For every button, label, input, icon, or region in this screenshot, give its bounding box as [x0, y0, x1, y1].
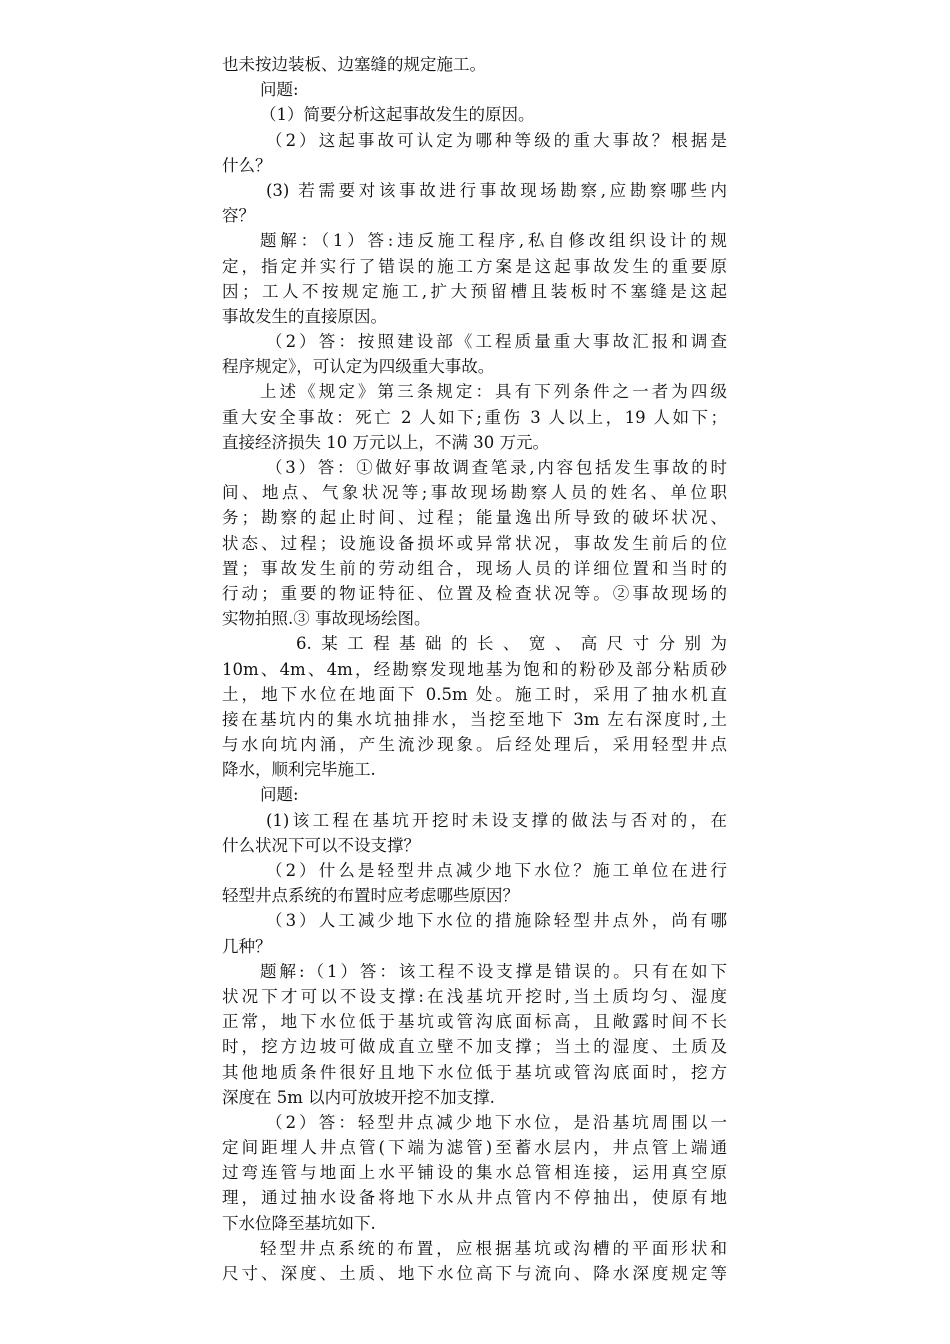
text-line: 务；勘察的起止时间、过程；能量逸出所导致的破坏状况、 [222, 508, 727, 528]
text-line: 间、地点、气象状况等;事故现场勘察人员的姓名、单位职 [222, 483, 727, 503]
text-line: 实物拍照.③ 事故现场绘图。 [222, 609, 431, 629]
text-line: 容？ [222, 206, 255, 226]
text-line: （2）答：按照建设部《工程质量重大事故汇报和调查 [266, 332, 727, 352]
document-page [222, 52, 727, 1286]
text-line: 问题: [260, 80, 299, 100]
text-line: 下水位降至基坑如下. [222, 1213, 376, 1233]
text-line: 事故发生的直接原因。 [222, 306, 387, 326]
text-line: 状态、过程；设施设备损坏或异常状况，事故发生前后的位 [222, 533, 727, 553]
text-line: 题解：（1）答:违反施工程序,私自修改组织设计的规 [260, 231, 727, 251]
text-line: (1)该工程在基坑开挖时未设支撑的做法与否对的，在 [266, 810, 727, 830]
text-line: 深度在 5m 以内可放坡开挖不加支撑. [222, 1087, 495, 1107]
text-line: （2）答：轻型井点减少地下水位，是沿基坑周围以一 [266, 1112, 727, 1132]
text-line: 什么状况下可以不设支撑？ [222, 835, 420, 855]
text-line: 与水向坑内涌，产生流沙现象。后经处理后，采用轻型井点 [222, 735, 727, 755]
text-line: 10m、4m、4m，经勘察发现地基为饱和的粉砂及部分粘质砂 [222, 659, 727, 679]
text-line: 降水，顺利完毕施工. [222, 760, 376, 780]
text-line: 因；工人不按规定施工,扩大预留槽且装板时不塞缝是这起 [222, 281, 727, 301]
text-line: 过弯连管与地面上水平铺设的集水总管相连接，运用真空原 [222, 1163, 727, 1183]
text-line: 也未按边装板、边塞缝的规定施工。 [222, 55, 486, 74]
text-line: 正常，地下水位低于基坑或管沟底面标高，且敞露时间不长 [222, 1012, 727, 1032]
text-line: 理，通过抽水设备将地下水从井点管内不停抽出，使原有地 [222, 1188, 727, 1208]
text-line: 问题: [260, 785, 299, 805]
text-line: 置；事故发生前的劳动组合，现场人员的详细位置和当时的 [222, 558, 727, 578]
text-line: 直接经济损失 10 万元以上，不满 30 万元。 [222, 432, 549, 452]
text-line: 接在基坑内的集水坑抽排水，当挖至地下 3m 左右深度时,土 [222, 709, 727, 729]
text-line: 状况下才可以不设支撑:在浅基坑开挖时,当土质均匀、湿度 [222, 986, 727, 1006]
text-line: 程序规定》，可认定为四级重大事故。 [222, 357, 495, 377]
text-line: (3) 若需要对该事故进行事故现场勘察,应勘察哪些内 [266, 180, 727, 200]
text-line: 轻型井点系统的布置时应考虑哪些原因？ [222, 886, 519, 906]
text-line: 土，地下水位在地面下 0.5m 处。施工时，采用了抽水机直 [222, 684, 727, 704]
text-line: 轻型井点系统的布置，应根据基坑或沟槽的平面形状和 [260, 1238, 727, 1258]
text-line: 其他地质条件很好且地下水位低于基坑或管沟底面时，挖方 [222, 1062, 727, 1082]
text-line: 上述《规定》第三条规定：具有下列条件之一者为四级 [260, 382, 727, 402]
text-line: 尺寸、深度、土质、地下水位高下与流向、降水深度规定等 [222, 1264, 727, 1283]
text-line: （3）人工减少地下水位的措施除轻型井点外，尚有哪 [266, 911, 727, 931]
text-line: 6.某工程基础的长、宽、高尺寸分别为 [296, 634, 727, 654]
text-line: 重大安全事故：死亡 2 人如下;重伤 3 人以上，19 人如下； [222, 407, 727, 427]
text-line: （3）答：①做好事故调查笔录,内容包括发生事故的时 [266, 458, 727, 477]
text-line: （1）简要分析这起事故发生的原因。 [260, 105, 535, 125]
text-line: 行动；重要的物证特征、位置及检查状况等。②事故现场的 [222, 583, 727, 603]
text-line: （2）这起事故可认定为哪种等级的重大事故？根据是 [266, 130, 727, 150]
text-line: 时，挖方边坡可做成直立壁不加支撑；当土的湿度、土质及 [222, 1037, 727, 1057]
text-line: （2）什么是轻型井点减少地下水位？施工单位在进行 [266, 861, 727, 880]
text-line: 题解:（1）答：该工程不设支撑是错误的。只有在如下 [260, 961, 727, 981]
text-line: 几种？ [222, 936, 272, 956]
text-line: 定，指定并实行了错误的施工方案是这起事故发生的重要原 [222, 256, 727, 276]
text-line: 定间距埋人井点管(下端为滤管)至蓄水层内，井点管上端通 [222, 1138, 727, 1158]
text-line: 什么？ [222, 155, 272, 175]
